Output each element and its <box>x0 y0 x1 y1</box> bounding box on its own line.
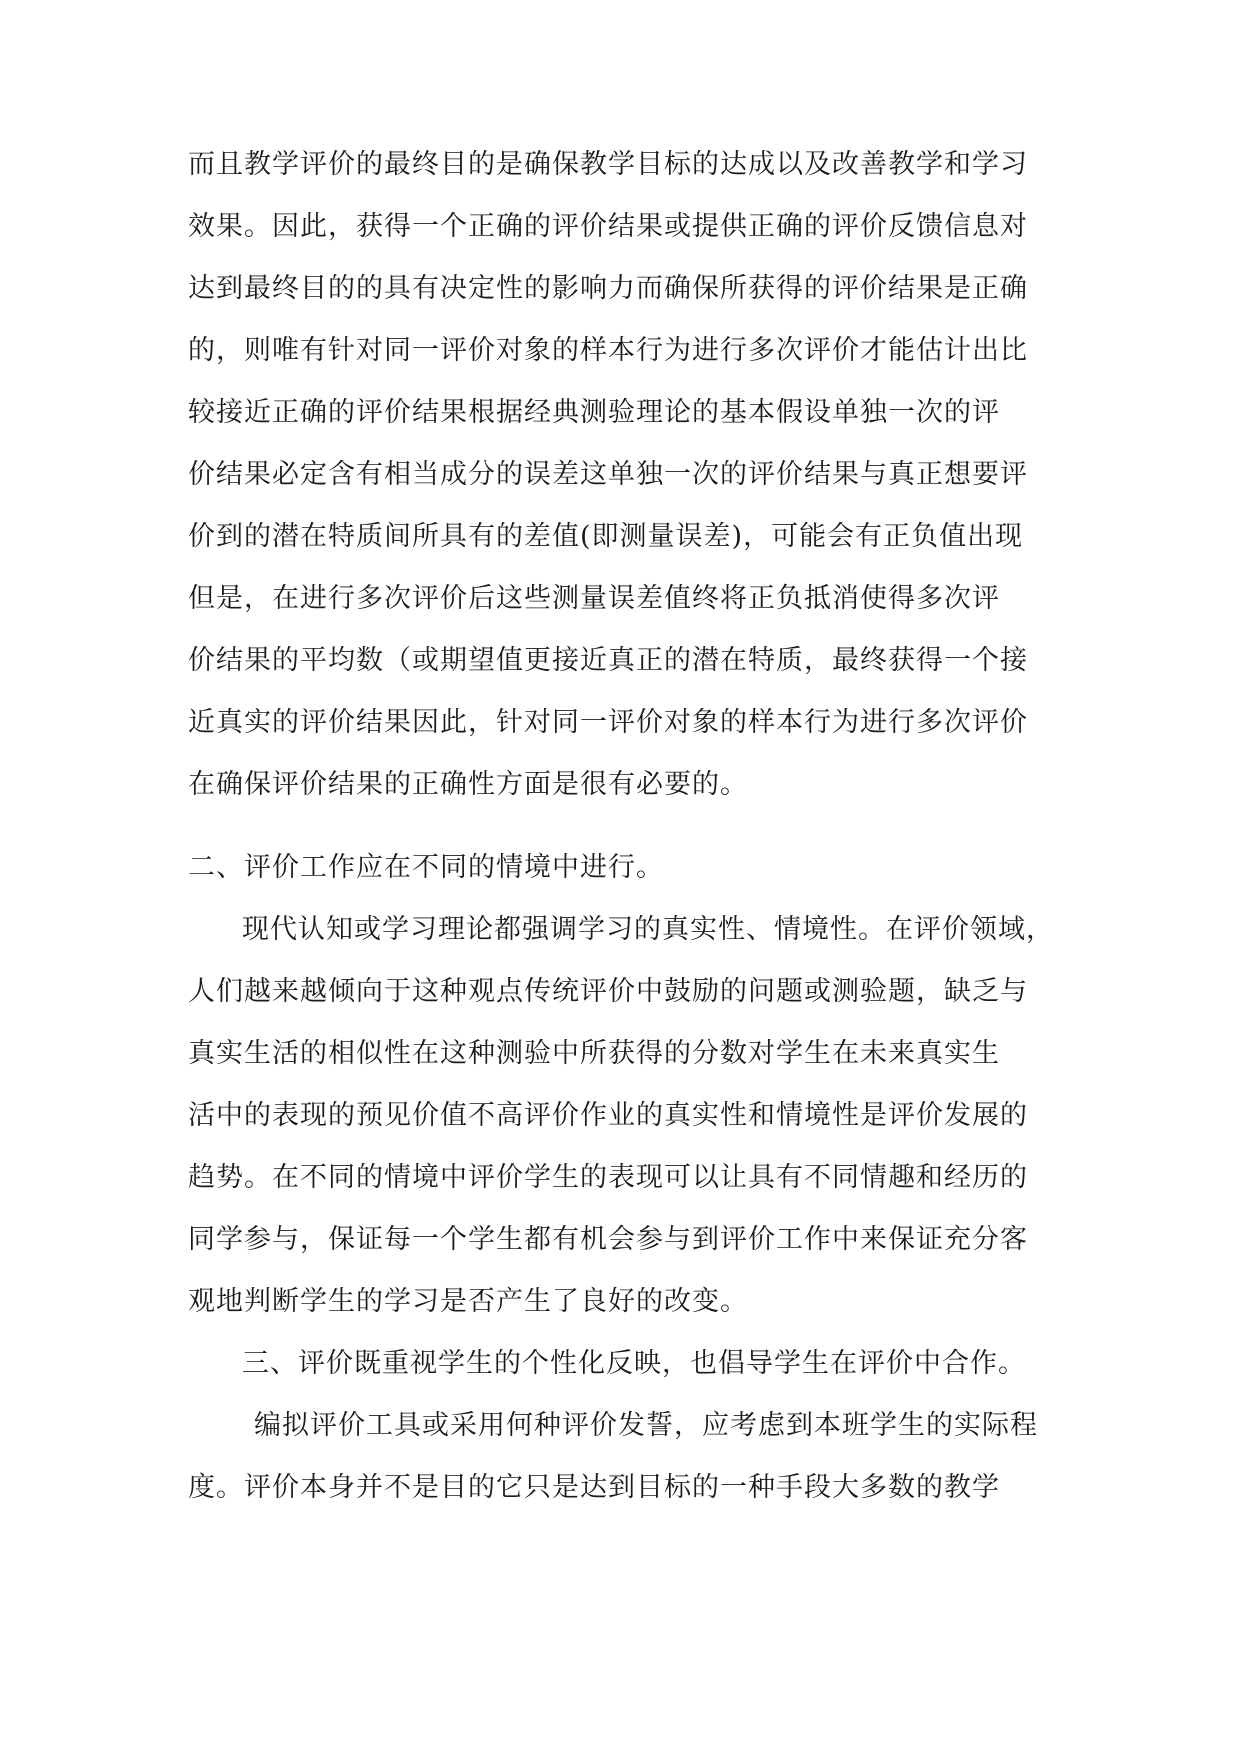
body-text-line: 人们越来越倾向于这种观点传统评价中鼓励的问题或测验题，缺乏与 <box>188 976 1028 1007</box>
body-text-line: 编拟评价工具或采用何种评价发誓，应考虑到本班学生的实际程 <box>254 1410 1038 1441</box>
body-text-line: 活中的表现的预见价值不高评价作业的真实性和情境性是评价发展的 <box>188 1100 1028 1131</box>
body-text-line: 而且教学评价的最终目的是确保教学目标的达成以及改善教学和学习 <box>188 149 1028 180</box>
body-text-line: 的，则唯有针对同一评价对象的样本行为进行多次评价才能估计出比 <box>188 335 1028 366</box>
body-text-line: 价结果的平均数（或期望值更接近真正的潜在特质，最终获得一个接 <box>188 645 1028 676</box>
body-text-line: 效果。因此，获得一个正确的评价结果或提供正确的评价反馈信息对 <box>188 211 1028 242</box>
section-heading-2: 二、评价工作应在不同的情境中进行。 <box>188 852 664 883</box>
body-text-line: 较接近正确的评价结果根据经典测验理论的基本假设单独一次的评 <box>188 397 1000 428</box>
body-text-line: 现代认知或学习理论都强调学习的真实性、情境性。在评价领域， <box>242 914 1054 945</box>
body-text-line: 度。评价本身并不是目的它只是达到目标的一种手段大多数的教学 <box>188 1472 1000 1503</box>
body-text-line: 观地判断学生的学习是否产生了良好的改变。 <box>188 1286 748 1317</box>
body-text-line: 价结果必定含有相当成分的误差这单独一次的评价结果与真正想要评 <box>188 459 1028 490</box>
body-text-line: 在确保评价结果的正确性方面是很有必要的。 <box>188 769 748 800</box>
body-text-line: 但是，在进行多次评价后这些测量误差值终将正负抵消使得多次评 <box>188 583 1000 614</box>
body-text-line: 趋势。在不同的情境中评价学生的表现可以让具有不同情趣和经历的 <box>188 1162 1028 1193</box>
section-heading-3: 三、评价既重视学生的个性化反映，也倡导学生在评价中合作。 <box>242 1348 1026 1379</box>
body-text-line: 价到的潜在特质间所具有的差值(即测量误差)，可能会有正负值出现 <box>188 521 1024 552</box>
body-text-line: 近真实的评价结果因此，针对同一评价对象的样本行为进行多次评价 <box>188 707 1028 738</box>
body-text-line: 真实生活的相似性在这种测验中所获得的分数对学生在未来真实生 <box>188 1038 1000 1069</box>
body-text-line: 达到最终目的的具有决定性的影响力而确保所获得的评价结果是正确 <box>188 273 1028 304</box>
body-text-line: 同学参与，保证每一个学生都有机会参与到评价工作中来保证充分客 <box>188 1224 1028 1255</box>
